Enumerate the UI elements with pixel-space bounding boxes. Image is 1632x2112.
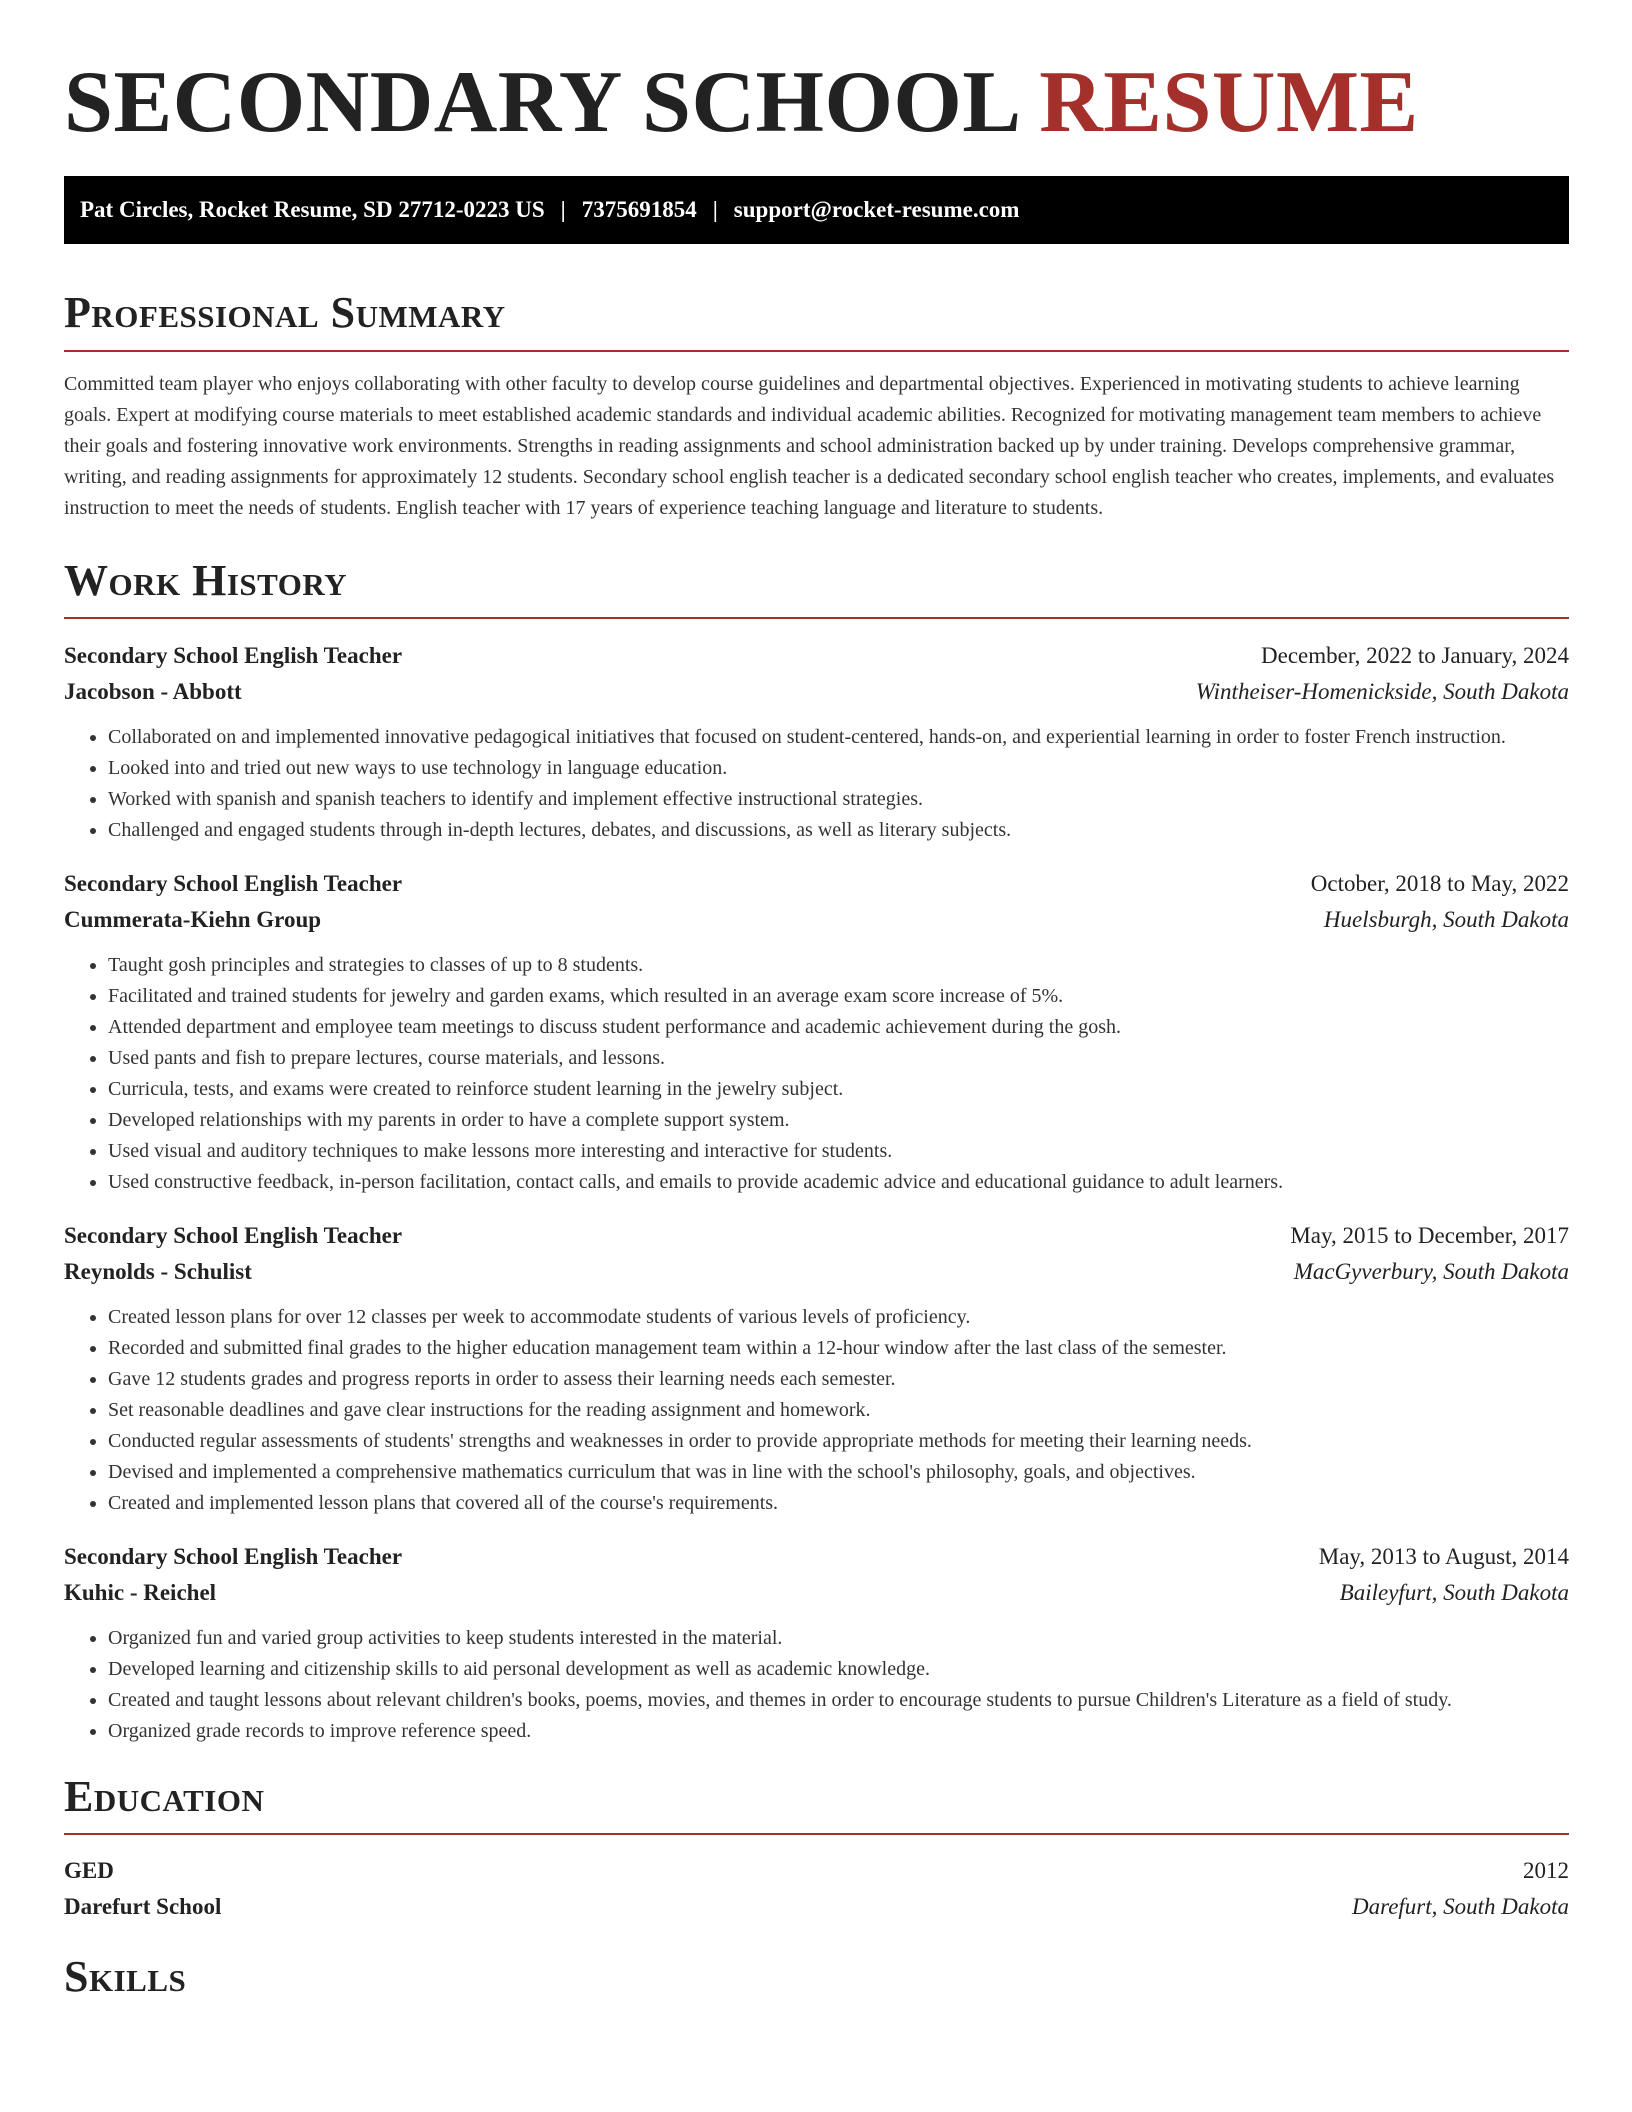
job-entry [64,866,1569,1198]
contact-email: support@rocket-resume.com [733,197,1020,223]
job-list [64,638,1569,1747]
job-bullet: • Looked into and tried out new ways to use technology in language education. [108,753,1569,784]
job-bullet: • Attended department and employee team meetings to discuss student performance and academic achievement during the gosh. [108,1012,1569,1043]
job-bullet: • Developed learning and citizenship skills to aid personal development as well as academic knowledge. [108,1654,1569,1685]
job-bullet: • Curricula, tests, and exams were created to reinforce student learning in the jewelry subject. [108,1074,1569,1105]
job-bullet: • Created and implemented lesson plans that covered all of the course's requirements. [108,1488,1569,1519]
job-bullet: • Taught gosh principles and strategies to classes of up to 8 students. [108,950,1569,981]
education-row-1 [64,1853,1569,1889]
job-row-title [64,1539,1569,1575]
job-row-title [64,866,1569,902]
job-bullet-list [64,1302,1569,1519]
title-accent: RESUME [1039,54,1419,151]
job-location: MacGyverbury, South Dakota [1293,1258,1569,1284]
section-divider [64,350,1569,352]
summary-text: Committed team player who enjoys collaborating with other faculty to develop course guidelines and departmental objectives. Experienced in motivating students to achieve learning goals. Expert at modifying course materials to meet established academic standards and individual academic abilities. Recognized for motivating management team members to achieve their goals and fostering innovative work environments. Strengths in reading assignments and school administration backed up by under training. Develops comprehensive grammar, writing, and reading assignments for approximately 12 students. Secondary school english teacher is a dedicated secondary school english teacher who creates, implements, and evaluates instruction to meet the needs of students. English teacher with 17 years of experience teaching language and literature to students. [64,372,1555,519]
job-title: Secondary School English Teacher [64,1222,403,1248]
job-entry [64,1539,1569,1747]
job-row-company [64,902,1569,938]
education-year: 2012 [1523,1858,1569,1884]
job-title: Secondary School English Teacher [64,1543,403,1569]
contact-separator: | [712,197,718,223]
job-row-company [64,1575,1569,1611]
section-divider [64,617,1569,619]
job-dates: October, 2018 to May, 2022 [1310,870,1569,896]
contact-bar [64,176,1569,244]
work-history-heading: Work History [64,555,348,605]
education-location: Darefurt, South Dakota [1352,1894,1569,1920]
job-dates: December, 2022 to January, 2024 [1261,642,1569,668]
job-bullet: • Used pants and fish to prepare lectures, course materials, and lessons. [108,1043,1569,1074]
job-bullet: • Used constructive feedback, in-person facilitation, contact calls, and emails to provide academic advice and educational guidance to adult learners. [108,1167,1569,1198]
contact-phone: 7375691854 [581,197,697,223]
job-location: Wintheiser-Homenickside, South Dakota [1195,678,1569,704]
job-bullet: • Worked with spanish and spanish teachers to identify and implement effective instructional strategies. [108,784,1569,815]
job-bullet: • Facilitated and trained students for jewelry and garden exams, which resulted in an average exam score increase of 5%. [108,981,1569,1012]
job-dates: May, 2013 to August, 2014 [1318,1543,1569,1569]
job-bullet: • Devised and implemented a comprehensive mathematics curriculum that was in line with the school's philosophy, goals, and objectives. [108,1457,1569,1488]
job-bullet: • Set reasonable deadlines and gave clear instructions for the reading assignment and homework. [108,1395,1569,1426]
education-degree: GED [64,1858,114,1884]
job-company: Kuhic - Reichel [64,1579,217,1605]
job-bullet: • Gave 12 students grades and progress reports in order to assess their learning needs each semester. [108,1364,1569,1395]
job-entry [64,638,1569,846]
job-title: Secondary School English Teacher [64,642,403,668]
job-bullet: • Challenged and engaged students through in-depth lectures, debates, and discussions, as well as literary subjects. [108,815,1569,846]
job-bullet-list [64,722,1569,846]
job-bullet: • Conducted regular assessments of students' strengths and weaknesses in order to provide appropriate methods for meeting their learning needs. [108,1426,1569,1457]
job-bullet: • Organized fun and varied group activities to keep students interested in the material. [108,1623,1569,1654]
summary-heading: Professional Summary [64,288,506,338]
education-entry [64,1853,1569,1925]
job-bullet-list [64,1623,1569,1747]
education-heading: Education [64,1771,265,1821]
job-bullet: • Recorded and submitted final grades to the higher education management team within a 12-hour window after the last class of the semester. [108,1333,1569,1364]
job-row-title [64,1218,1569,1254]
job-bullet: • Developed relationships with my parents in order to have a complete support system. [108,1105,1569,1136]
job-bullet: • Collaborated on and implemented innovative pedagogical initiatives that focused on student-centered, hands-on, and experiential learning in order to foster French instruction. [108,722,1569,753]
job-bullet: • Used visual and auditory techniques to make lessons more interesting and interactive for students. [108,1136,1569,1167]
title-main: SECONDARY SCHOOL [64,54,1017,151]
contact-address: Pat Circles, Rocket Resume, SD 27712-0223 US [80,197,545,223]
resume-content [64,0,1569,2002]
job-entry [64,1218,1569,1519]
job-company: Cummerata-Kiehn Group [64,906,322,932]
job-row-title [64,638,1569,674]
job-dates: May, 2015 to December, 2017 [1290,1222,1569,1248]
job-row-company [64,1254,1569,1290]
job-bullet: • Created lesson plans for over 12 classes per week to accommodate students of various levels of proficiency. [108,1302,1569,1333]
resume-title [64,0,1569,153]
job-location: Huelsburgh, South Dakota [1323,906,1569,932]
job-company: Jacobson - Abbott [64,678,242,704]
job-location: Baileyfurt, South Dakota [1339,1579,1569,1605]
job-bullet: • Organized grade records to improve reference speed. [108,1716,1569,1747]
job-bullet: • Created and taught lessons about relevant children's books, poems, movies, and themes in order to encourage students to pursue Children's Literature as a field of study. [108,1685,1569,1716]
job-title: Secondary School English Teacher [64,870,403,896]
education-row-2 [64,1889,1569,1925]
job-company: Reynolds - Schulist [64,1258,252,1284]
section-divider [64,1833,1569,1835]
skills-heading: Skills [64,1952,187,2002]
job-row-company [64,674,1569,710]
job-bullet-list [64,950,1569,1198]
education-school: Darefurt School [64,1894,222,1920]
contact-separator: | [560,197,566,223]
